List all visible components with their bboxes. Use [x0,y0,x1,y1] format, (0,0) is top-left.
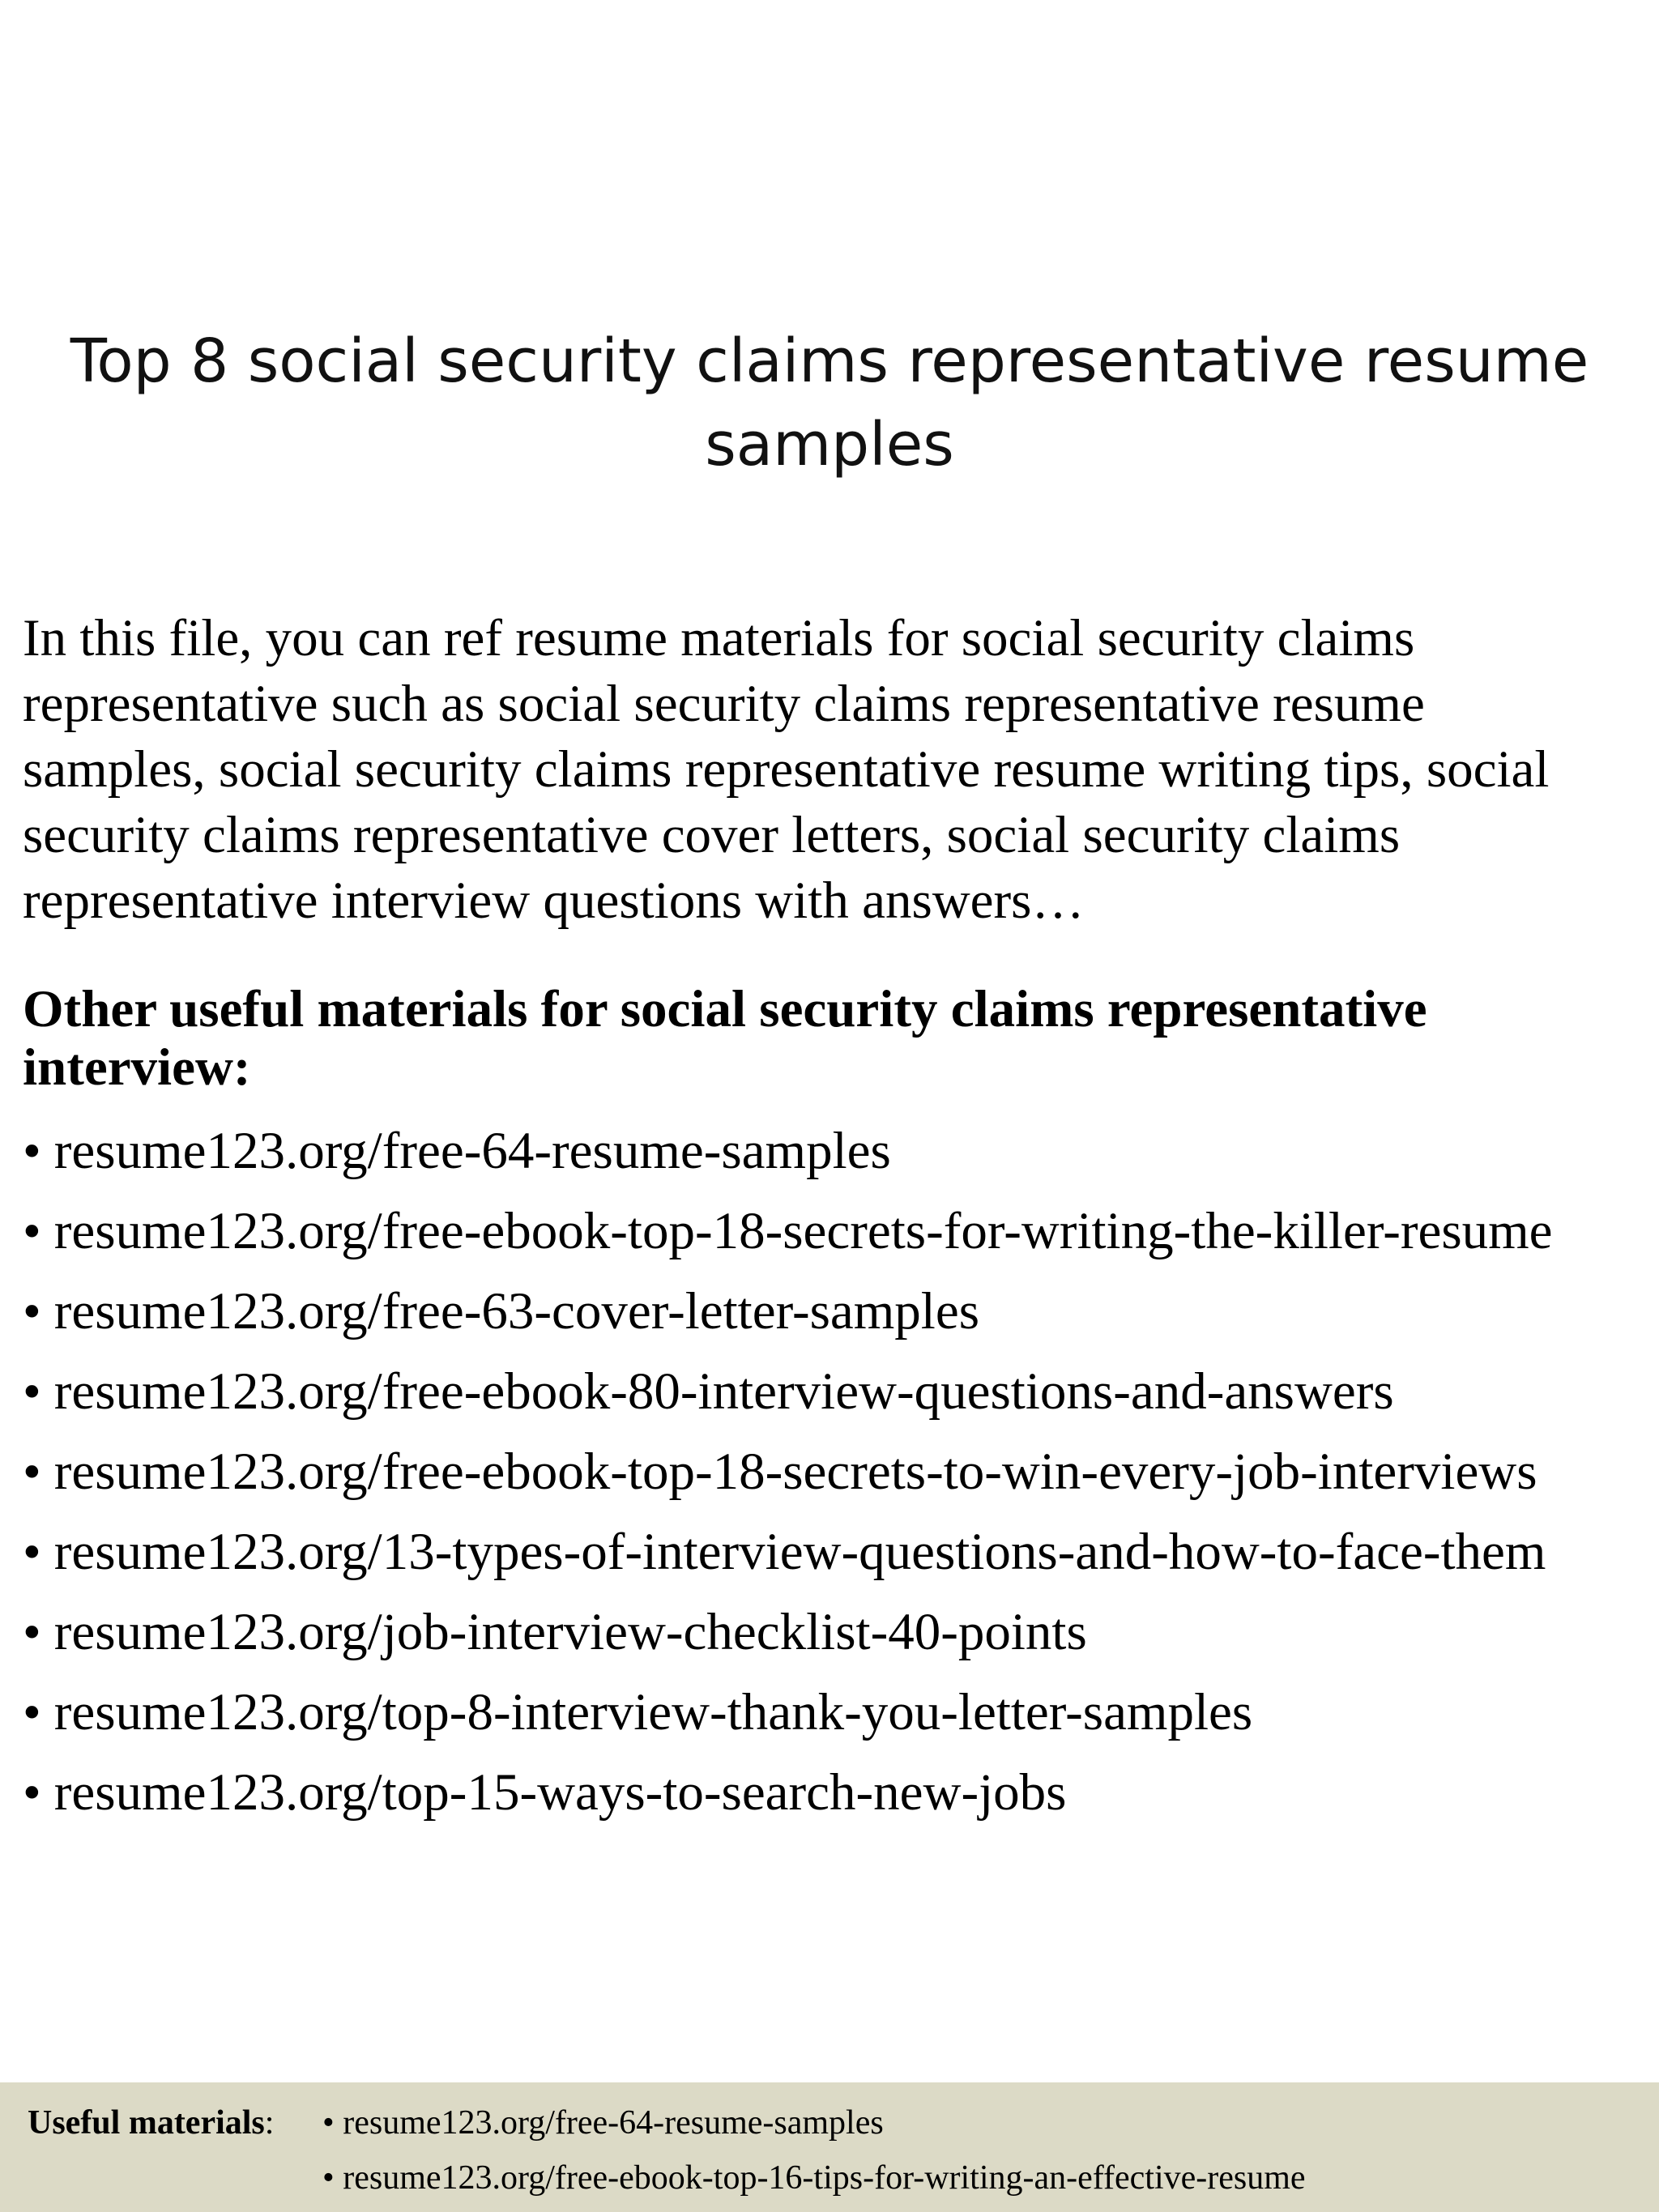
page-title [0,320,1659,487]
material-link[interactable]: resume123.org/free-ebook-top-18-secrets-for-writing-the-killer-resume [53,1202,1553,1260]
intro-paragraph [23,606,1643,934]
footer-link-list [322,2100,1306,2210]
list-item [23,1196,1553,1276]
bullet-icon: • [23,1202,41,1260]
list-item [23,1357,1553,1437]
bullet-icon: • [322,2104,335,2142]
list-item [23,1597,1553,1677]
material-link[interactable]: resume123.org/free-ebook-80-interview-questions-and-answers [53,1362,1394,1421]
footer-link[interactable]: resume123.org/free-64-resume-samples [343,2104,884,2142]
bullet-icon: • [23,1443,41,1501]
page-title-line-1: Top 8 social security claims representative resume [70,326,1589,396]
bullet-icon: • [23,1603,41,1661]
footer-link[interactable]: resume123.org/free-ebook-top-16-tips-for-writing-an-effective-resume [343,2159,1306,2197]
materials-link-list [23,1116,1553,1838]
footer-label-text: Useful materials [28,2104,265,2142]
intro-line: representative such as social security claims representative resume [23,675,1425,733]
bullet-icon: • [23,1683,41,1741]
material-link[interactable]: resume123.org/free-ebook-top-18-secrets-to-win-every-job-interviews [53,1443,1537,1501]
list-item [23,1758,1553,1838]
footer-label-separator: : [264,2104,275,2142]
list-item [23,1677,1553,1758]
intro-line: security claims representative cover letters, social security claims [23,806,1401,864]
footer-bar [0,2082,1659,2212]
bullet-icon: • [23,1282,41,1340]
bullet-icon: • [23,1763,41,1822]
section-heading-line-2: interview: [23,1038,251,1097]
list-item [23,1437,1553,1517]
intro-line: representative interview questions with answers… [23,872,1085,930]
material-link[interactable]: resume123.org/13-types-of-interview-questions-and-how-to-face-them [53,1523,1546,1581]
list-item [23,1276,1553,1357]
section-heading-line-1: Other useful materials for social security claims representative [23,980,1427,1038]
bullet-icon: • [23,1362,41,1421]
list-item [23,1517,1553,1597]
list-item [322,2100,1306,2155]
material-link[interactable]: resume123.org/job-interview-checklist-40-points [53,1603,1087,1661]
bullet-icon: • [23,1122,41,1180]
material-link[interactable]: resume123.org/free-63-cover-letter-samples [53,1282,979,1340]
material-link[interactable]: resume123.org/top-15-ways-to-search-new-jobs [53,1763,1067,1822]
page-title-line-2: samples [705,410,954,479]
bullet-icon: • [23,1523,41,1581]
intro-line: samples, social security claims representative resume writing tips, social [23,740,1550,799]
list-item [322,2155,1306,2210]
footer-label [28,2100,274,2146]
list-item [23,1116,1553,1196]
section-heading [23,980,1643,1097]
intro-line: In this file, you can ref resume materials for social security claims [23,609,1415,667]
material-link[interactable]: resume123.org/free-64-resume-samples [53,1122,891,1180]
bullet-icon: • [322,2159,335,2197]
material-link[interactable]: resume123.org/top-8-interview-thank-you-letter-samples [53,1683,1253,1741]
